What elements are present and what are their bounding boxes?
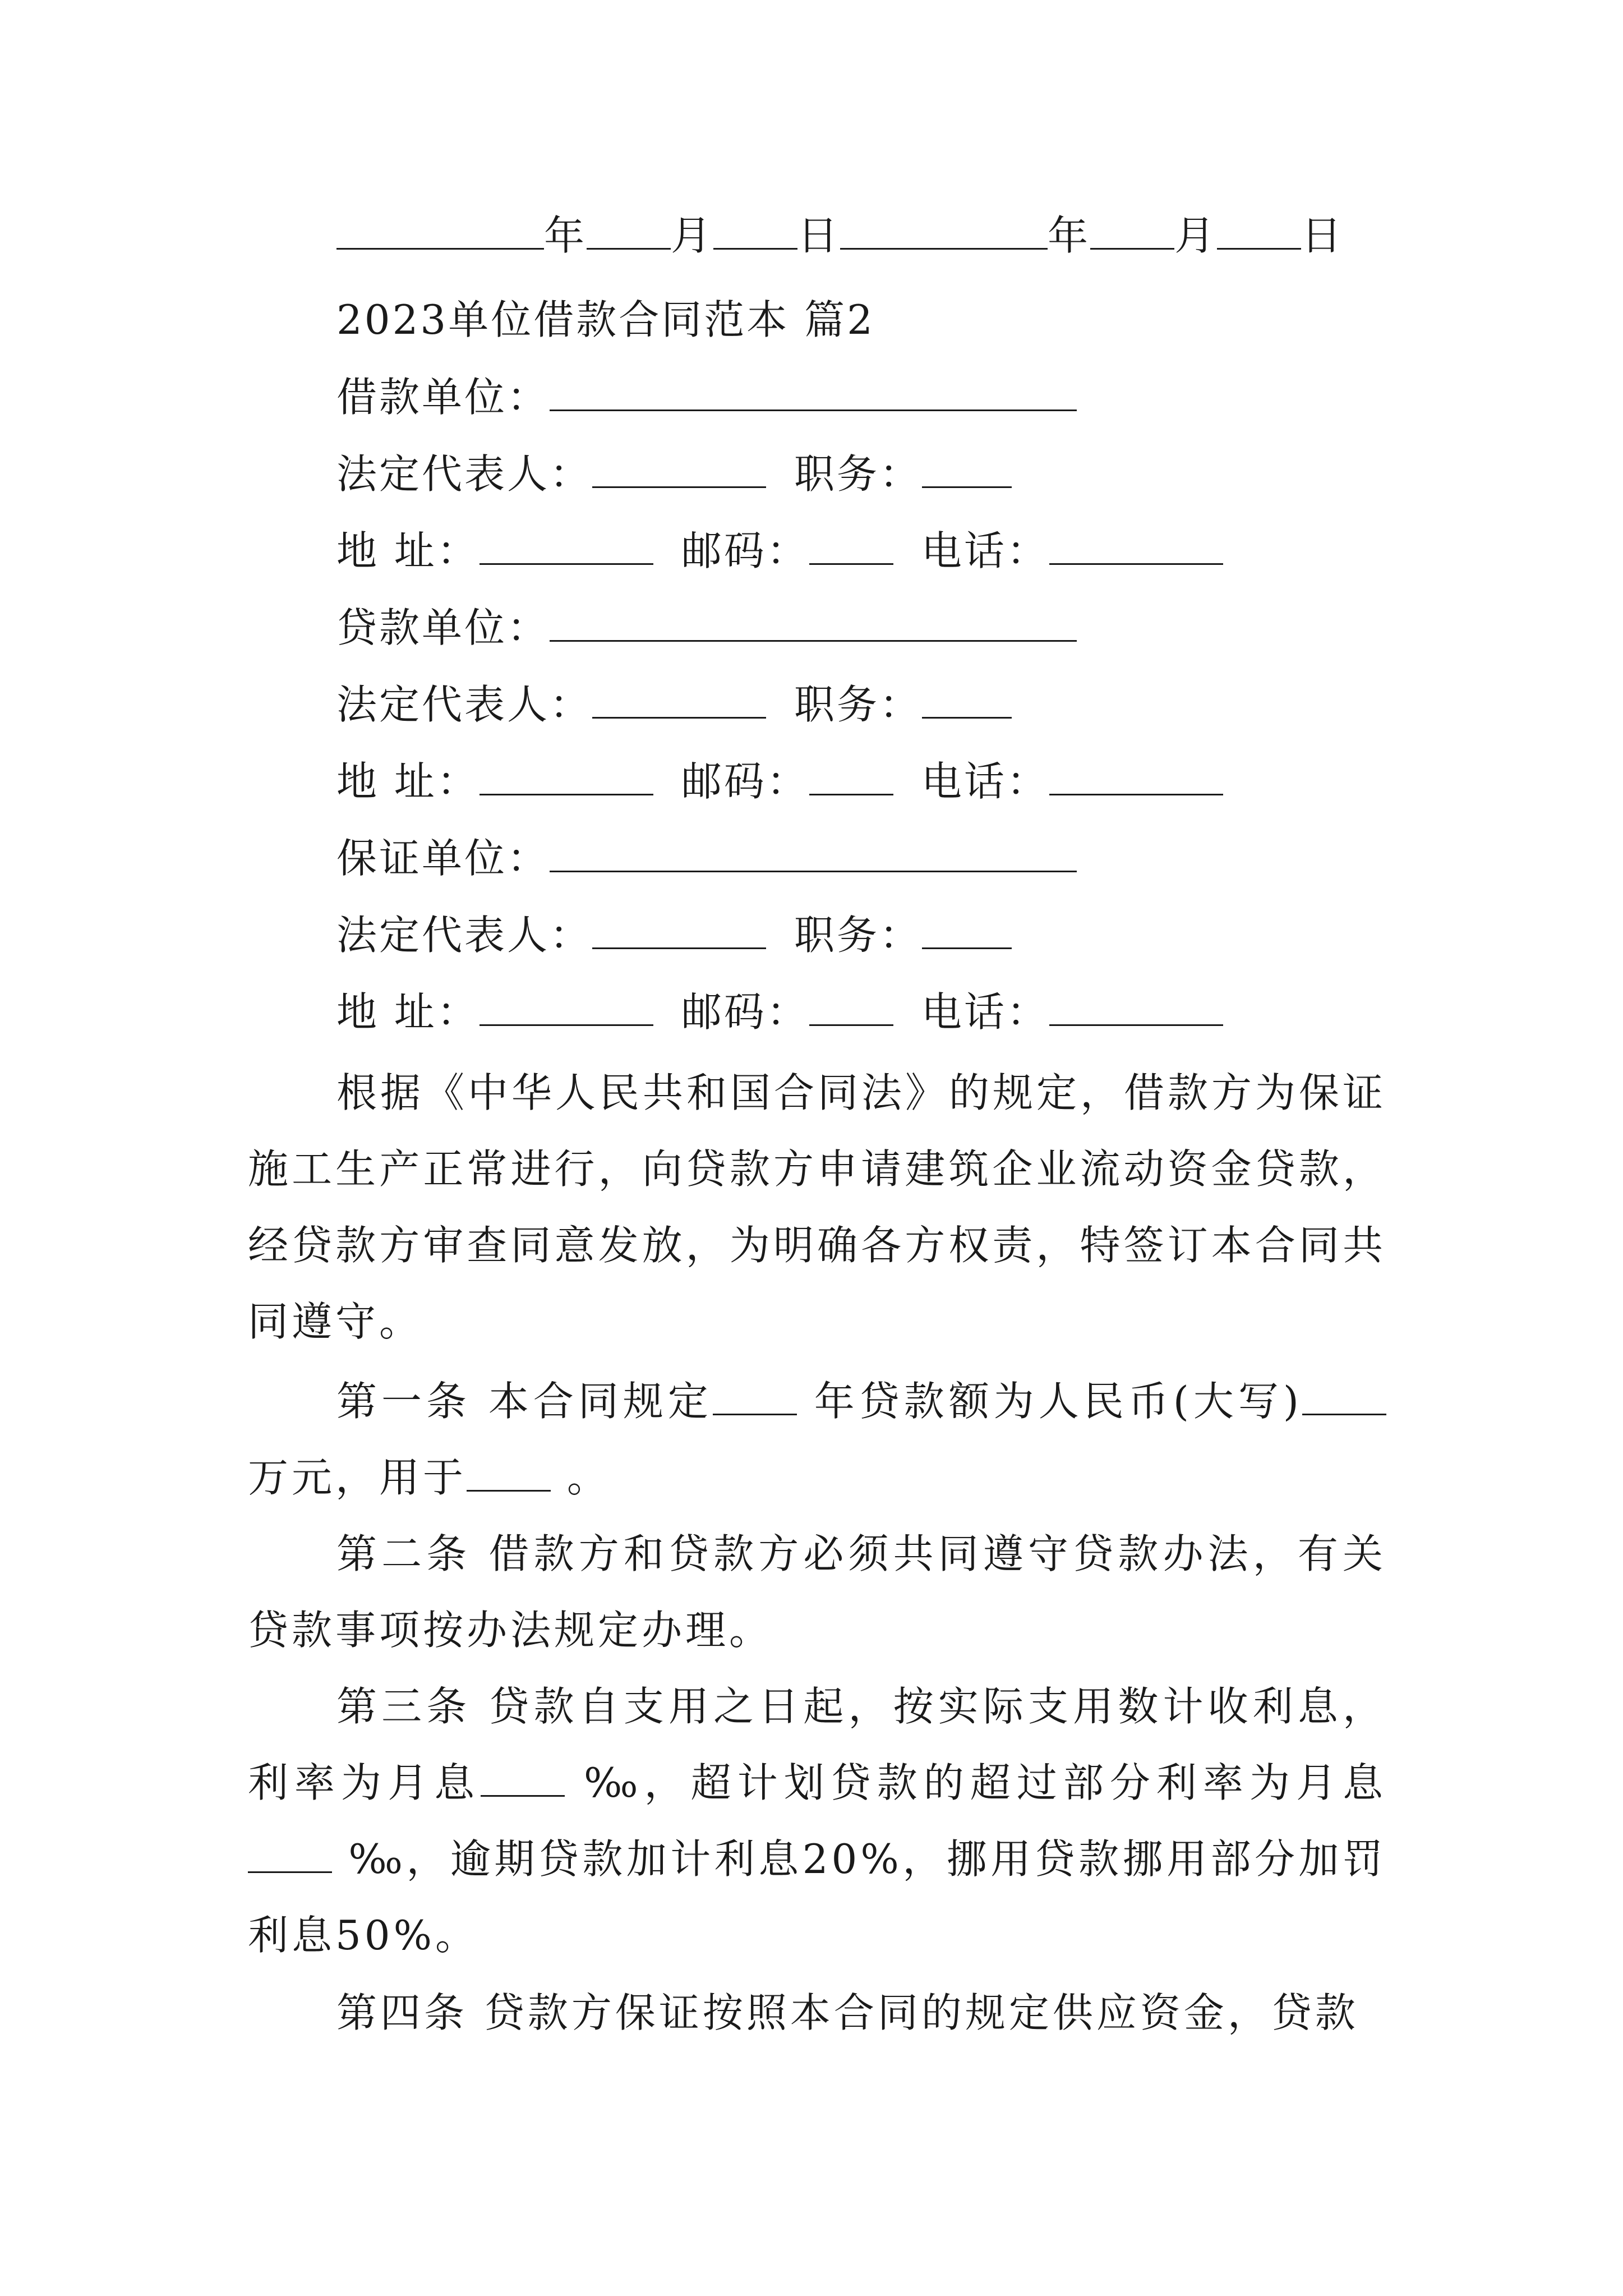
article-3-over-rate-blank[interactable] xyxy=(248,1832,332,1873)
lender-unit-label: 贷款单位： xyxy=(336,604,550,651)
month-blank-2[interactable] xyxy=(1090,209,1174,250)
article-3-text-b: ‰，超计划贷款的超过部分利率为月息 xyxy=(565,1759,1386,1806)
article-3-paragraph xyxy=(248,1668,1386,1973)
article-1-text-c: 万元，用于 xyxy=(248,1454,467,1501)
article-1-year-blank[interactable] xyxy=(713,1374,797,1415)
lender-title-label: 职务： xyxy=(794,681,923,728)
page-title: 2023单位借款合同范本 篇2 xyxy=(336,296,875,343)
lender-zip-field[interactable] xyxy=(809,754,893,795)
article-1-paragraph xyxy=(248,1363,1386,1516)
borrower-title-label: 职务： xyxy=(794,450,923,498)
guarantor-zip-field[interactable] xyxy=(809,985,893,1026)
month-label-2: 月 xyxy=(1174,212,1218,259)
guarantor-rep-label: 法定代表人： xyxy=(336,912,593,959)
borrower-tel-label: 电话： xyxy=(921,527,1049,574)
article-1-text-d: 。 xyxy=(551,1454,611,1501)
day-label-2: 日 xyxy=(1301,212,1344,259)
borrower-zip-label: 邮码： xyxy=(681,527,809,574)
day-blank-2[interactable] xyxy=(1217,209,1301,250)
lender-tel-field[interactable] xyxy=(1049,754,1223,795)
article-3-text-c: ‰，逾期贷款加计利息20%，挪用贷款挪用部分加罚利息50%。 xyxy=(248,1835,1386,1959)
guarantor-tel-field[interactable] xyxy=(1049,985,1223,1026)
guarantor-rep-field[interactable] xyxy=(592,908,766,949)
year-label-1: 年 xyxy=(544,212,587,259)
day-label-1: 日 xyxy=(797,212,841,259)
borrower-unit-field[interactable] xyxy=(550,370,1077,411)
year-blank-2[interactable] xyxy=(840,209,1048,250)
article-3-rate-blank[interactable] xyxy=(481,1756,565,1797)
guarantor-addr-label: 地 址： xyxy=(336,988,479,1036)
guarantor-unit-label: 保证单位： xyxy=(336,835,550,882)
borrower-zip-field[interactable] xyxy=(809,524,893,565)
lender-addr-label: 地 址： xyxy=(336,758,479,805)
lender-rep-label: 法定代表人： xyxy=(336,681,593,728)
article-2-paragraph: 第二条 借款方和贷款方必须共同遵守贷款办法，有关贷款事项按办法规定办理。 xyxy=(248,1530,1386,1654)
date-row xyxy=(336,208,1344,264)
guarantor-rep-row xyxy=(336,907,1012,963)
borrower-unit-label: 借款单位： xyxy=(336,374,550,421)
lender-addr-field[interactable] xyxy=(479,754,653,795)
guarantor-unit-row xyxy=(336,830,1077,886)
article-1-text-a: 第一条 本合同规定 xyxy=(336,1378,713,1425)
borrower-addr-row xyxy=(336,523,1223,579)
borrower-rep-row xyxy=(336,446,1012,502)
guarantor-title-field[interactable] xyxy=(922,908,1012,949)
article-3-text-a: 第三条 贷款自支用之日起，按实际支用数计收利息，利率为月息 xyxy=(248,1683,1386,1806)
borrower-rep-label: 法定代表人： xyxy=(336,450,593,498)
article-1-purpose-blank[interactable] xyxy=(467,1451,551,1492)
article-1-amount-blank[interactable] xyxy=(1302,1374,1386,1415)
guarantor-unit-field[interactable] xyxy=(550,831,1077,872)
guarantor-addr-field[interactable] xyxy=(479,985,653,1026)
article-1-text-b: 年贷款额为人民币(大写) xyxy=(796,1378,1302,1425)
day-blank-1[interactable] xyxy=(713,209,797,250)
lender-rep-field[interactable] xyxy=(592,678,766,719)
preamble-paragraph: 根据《中华人民共和国合同法》的规定，借款方为保证施工生产正常进行，向贷款方申请建筑企业流动资金贷款，经贷款方审查同意发放，为明确各方权责，特签订本合同共同遵守。 xyxy=(248,1069,1387,1345)
article-4-paragraph: 第四条 贷款方保证按照本合同的规定供应资金，贷款 xyxy=(336,1989,1359,2036)
guarantor-addr-row xyxy=(336,984,1223,1040)
guarantor-zip-label: 邮码： xyxy=(681,988,809,1036)
guarantor-title-label: 职务： xyxy=(794,912,923,959)
lender-zip-label: 邮码： xyxy=(681,758,809,805)
lender-rep-row xyxy=(336,677,1012,733)
borrower-addr-field[interactable] xyxy=(479,524,653,565)
borrower-tel-field[interactable] xyxy=(1049,524,1223,565)
lender-addr-row xyxy=(336,753,1223,809)
lender-unit-row xyxy=(336,600,1077,656)
borrower-title-field[interactable] xyxy=(922,447,1012,488)
lender-title-field[interactable] xyxy=(922,678,1012,719)
lender-unit-field[interactable] xyxy=(550,601,1077,642)
borrower-addr-label: 地 址： xyxy=(336,527,479,574)
borrower-rep-field[interactable] xyxy=(592,447,766,488)
month-label-1: 月 xyxy=(671,212,714,259)
year-blank-1[interactable] xyxy=(336,209,544,250)
month-blank-1[interactable] xyxy=(587,209,671,250)
borrower-unit-row xyxy=(336,369,1077,425)
year-label-2: 年 xyxy=(1048,212,1091,259)
lender-tel-label: 电话： xyxy=(921,758,1049,805)
guarantor-tel-label: 电话： xyxy=(921,988,1049,1036)
